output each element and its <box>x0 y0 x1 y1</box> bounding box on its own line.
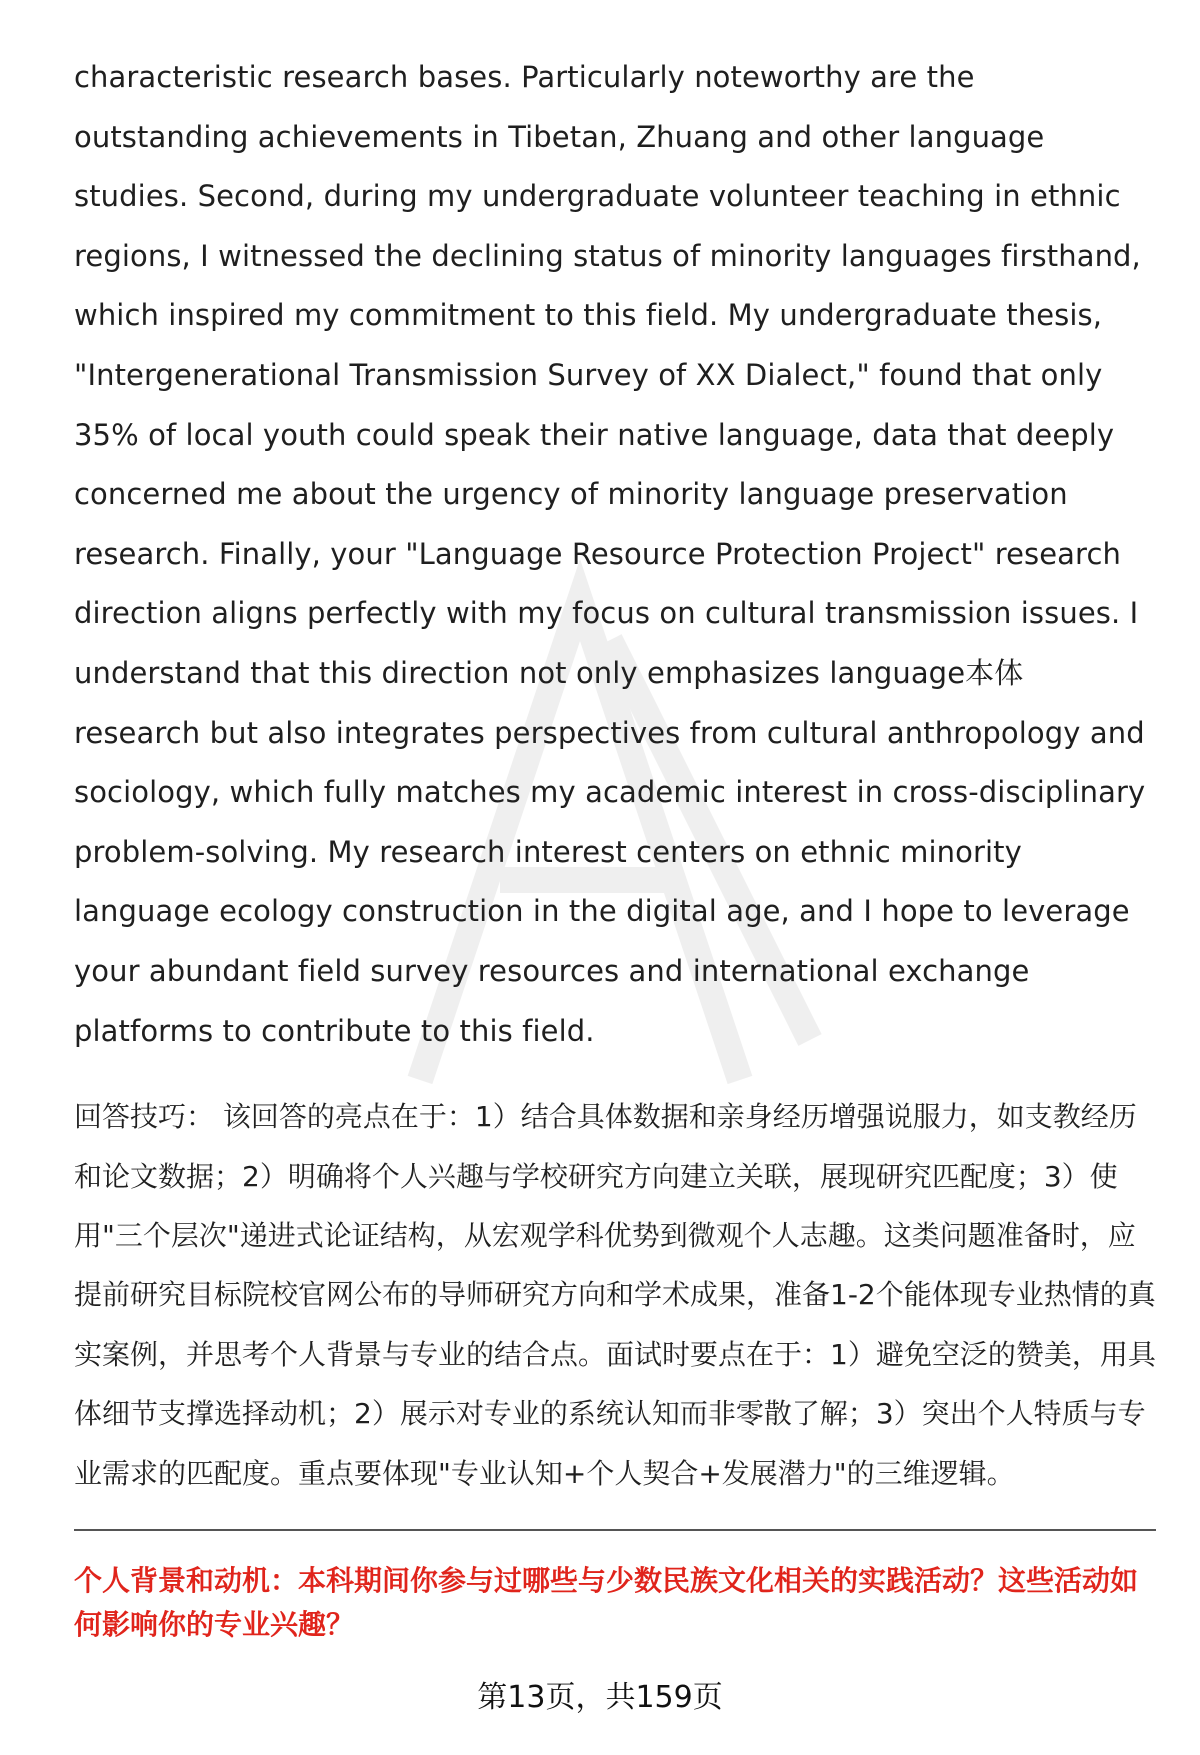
page-number: 第13页，共159页 <box>477 1680 723 1715</box>
section-divider <box>74 1529 1156 1531</box>
document-page <box>74 48 1156 1647</box>
answer-paragraph: characteristic research bases. Particularly noteworthy are the outstanding achievements in Tibetan, Zhuang and other language studies. Second, during my undergraduate volunteer teaching in ethnic regions, I witnessed the declining status of minority languages firsthand, which inspired my commitment to this field. My undergraduate thesis, "Intergenerational Transmission Survey of XX Dialect," found that only 35% of local youth could speak their native language, data that deeply concerned me about the urgency of minority language preservation research. Finally, your "Language Resource Protection Project" research direction aligns perfectly with my focus on cultural transmission issues. I understand that this direction not only emphasizes language本体 research but also integrates perspectives from cultural anthropology and sociology, which fully matches my academic interest in cross-disciplinary problem-solving. My research interest centers on ethnic minority language ecology construction in the digital age, and I hope to leverage your abundant field survey resources and international exchange platforms to contribute to this field. <box>74 60 1146 1048</box>
next-question-heading: 个人背景和动机：本科期间你参与过哪些与少数民族文化相关的实践活动？这些活动如何影响你的专业兴趣？ <box>74 1563 1139 1641</box>
answer-tips-paragraph: 回答技巧： 该回答的亮点在于：1）结合具体数据和亲身经历增强说服力，如支教经历和论文数据；2）明确将个人兴趣与学校研究方向建立关联，展现研究匹配度；3）使用"三个层次"递进式论证结构，从宏观学科优势到微观个人志趣。这类问题准备时，应提前研究目标院校官网公布的导师研究方向和学术成果，准备1-2个能体现专业热情的真实案例，并思考个人背景与专业的结合点。面试时要点在于：1）避免空泛的赞美，用具体细节支撑选择动机；2）展示对专业的系统认知而非零散了解；3）突出个人特质与专业需求的匹配度。重点要体现"专业认知+个人契合+发展潜力"的三维逻辑。 <box>74 1100 1156 1490</box>
